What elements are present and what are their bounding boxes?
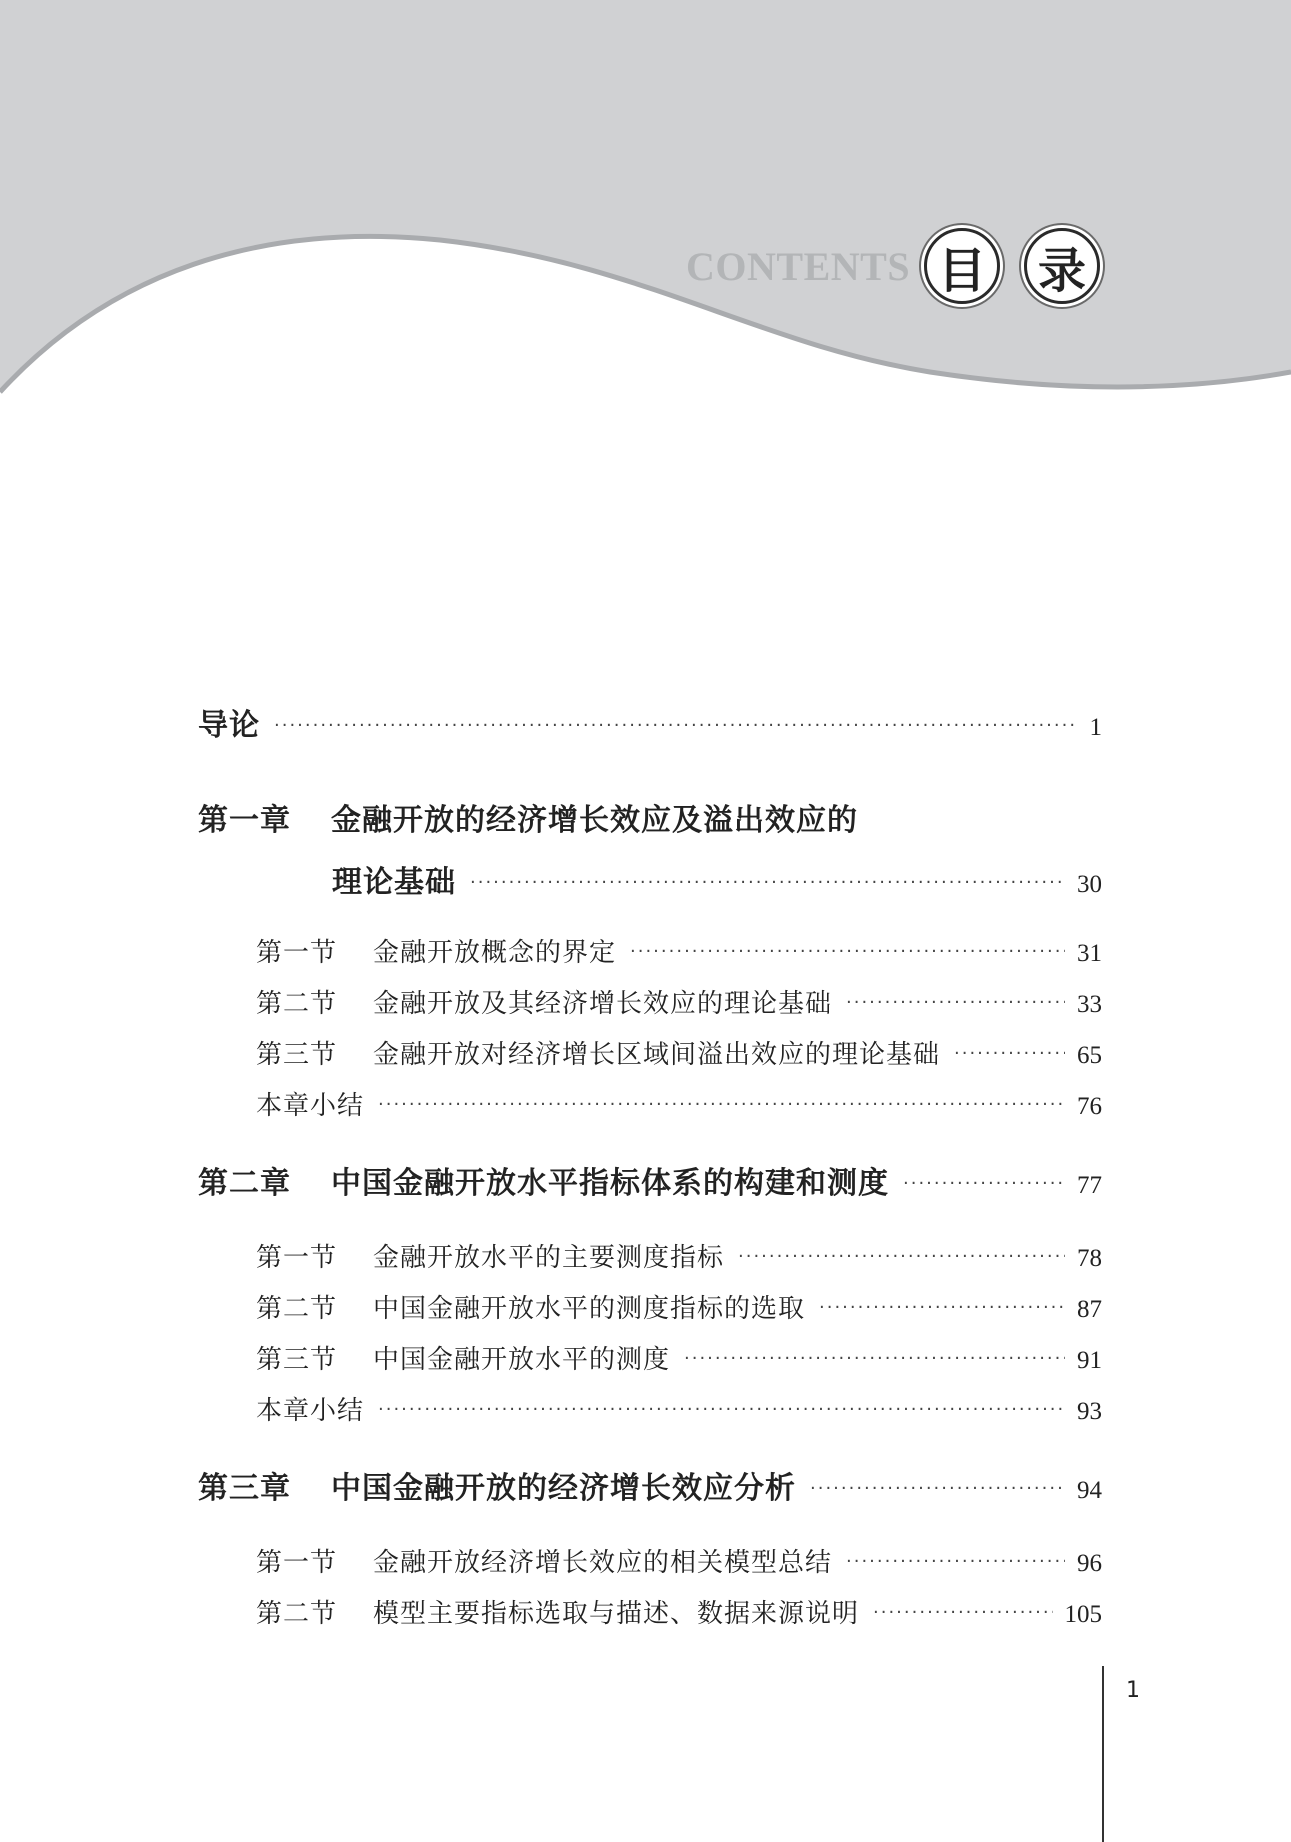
toc-entry-3-1[interactable] xyxy=(256,1542,1102,1579)
toc-entry-page: 105 xyxy=(1064,1601,1102,1628)
page-number: 1 xyxy=(1126,1678,1140,1703)
leader-dots xyxy=(903,1173,1065,1194)
toc-entry-1-summary[interactable] xyxy=(256,1085,1102,1122)
toc-entry-2-1[interactable] xyxy=(256,1237,1102,1274)
toc-entry-1-2[interactable] xyxy=(256,983,1102,1020)
leader-dots xyxy=(846,992,1065,1013)
section-number: 第一节 xyxy=(256,938,338,968)
chapter-title: 中国金融开放水平指标体系的构建和测度 xyxy=(331,1166,889,1201)
leader-dots xyxy=(630,941,1065,962)
toc-entry-1-1[interactable] xyxy=(256,932,1102,969)
toc-entry-page: 33 xyxy=(1077,991,1102,1018)
section-title: 中国金融开放水平的测度指标的选取 xyxy=(373,1294,806,1324)
section-number: 第二节 xyxy=(256,989,338,1019)
toc-entry-chapter-1-cont[interactable] xyxy=(332,857,1102,901)
toc-entry-2-2[interactable] xyxy=(256,1288,1102,1325)
title-char-mu: 目 xyxy=(924,228,1000,304)
chapter-title: 金融开放的经济增长效应及溢出效应的 xyxy=(331,803,858,838)
leader-dots xyxy=(684,1348,1065,1369)
toc-entry-chapter-3[interactable] xyxy=(198,1463,1102,1507)
chapter-number: 第一章 xyxy=(198,803,291,838)
toc-entry-title: 导论 xyxy=(198,708,260,743)
contents-word: CONTENTS xyxy=(686,243,911,289)
toc-entry-2-3[interactable] xyxy=(256,1339,1102,1376)
toc-entry-1-3[interactable] xyxy=(256,1034,1102,1071)
toc-entry-2-summary[interactable] xyxy=(256,1390,1102,1427)
section-title: 本章小结 xyxy=(256,1091,365,1121)
toc-entry-page: 77 xyxy=(1077,1172,1102,1199)
toc-entry-introduction[interactable] xyxy=(198,700,1102,744)
section-title: 金融开放水平的主要测度指标 xyxy=(373,1243,725,1273)
section-title: 金融开放对经济增长区域间溢出效应的理论基础 xyxy=(373,1040,941,1070)
toc-entry-page: 93 xyxy=(1077,1398,1102,1425)
chapter-title: 中国金融开放的经济增长效应分析 xyxy=(331,1471,796,1506)
chapter-number: 第二章 xyxy=(198,1166,291,1201)
section-title: 中国金融开放水平的测度 xyxy=(373,1345,671,1375)
leader-dots xyxy=(738,1246,1065,1267)
toc-entry-page: 87 xyxy=(1077,1296,1102,1323)
section-title: 本章小结 xyxy=(256,1396,365,1426)
toc-entry-page: 65 xyxy=(1077,1042,1102,1069)
chapter-number: 第三章 xyxy=(198,1471,291,1506)
toc-entry-page: 94 xyxy=(1077,1477,1102,1504)
section-title: 金融开放概念的界定 xyxy=(373,938,617,968)
section-number: 第一节 xyxy=(256,1548,338,1578)
toc-entry-page: 31 xyxy=(1077,940,1102,967)
section-number: 第三节 xyxy=(256,1345,338,1375)
section-title: 模型主要指标选取与描述、数据来源说明 xyxy=(373,1599,860,1629)
section-number: 第二节 xyxy=(256,1599,338,1629)
toc-entry-page: 91 xyxy=(1077,1347,1102,1374)
toc-entry-chapter-1[interactable] xyxy=(198,795,1102,839)
folio-rule xyxy=(1102,1666,1104,1842)
section-number: 第二节 xyxy=(256,1294,338,1324)
leader-dots xyxy=(819,1297,1065,1318)
leader-dots xyxy=(378,1094,1065,1115)
section-number: 第三节 xyxy=(256,1040,338,1070)
toc-entry-chapter-2[interactable] xyxy=(198,1158,1102,1202)
toc-heading xyxy=(686,223,1124,309)
section-title: 金融开放经济增长效应的相关模型总结 xyxy=(373,1548,833,1578)
toc-entry-3-2[interactable] xyxy=(256,1593,1102,1630)
toc-entry-page: 78 xyxy=(1077,1245,1102,1272)
leader-dots xyxy=(873,1602,1052,1623)
toc-entry-page: 30 xyxy=(1077,871,1102,898)
leader-dots xyxy=(378,1399,1065,1420)
toc-entry-page: 1 xyxy=(1089,714,1102,741)
header-wave-fill xyxy=(0,0,1291,392)
header-band xyxy=(0,0,1291,420)
section-title: 金融开放及其经济增长效应的理论基础 xyxy=(373,989,833,1019)
toc-entry-page: 96 xyxy=(1077,1550,1102,1577)
leader-dots xyxy=(954,1043,1065,1064)
leader-dots xyxy=(846,1551,1065,1572)
leader-dots xyxy=(274,715,1078,736)
title-char-lu: 录 xyxy=(1024,228,1100,304)
chapter-title-cont: 理论基础 xyxy=(332,865,456,900)
section-number: 第一节 xyxy=(256,1243,338,1273)
leader-dots xyxy=(470,872,1065,893)
toc-entry-page: 76 xyxy=(1077,1093,1102,1120)
leader-dots xyxy=(810,1478,1065,1499)
